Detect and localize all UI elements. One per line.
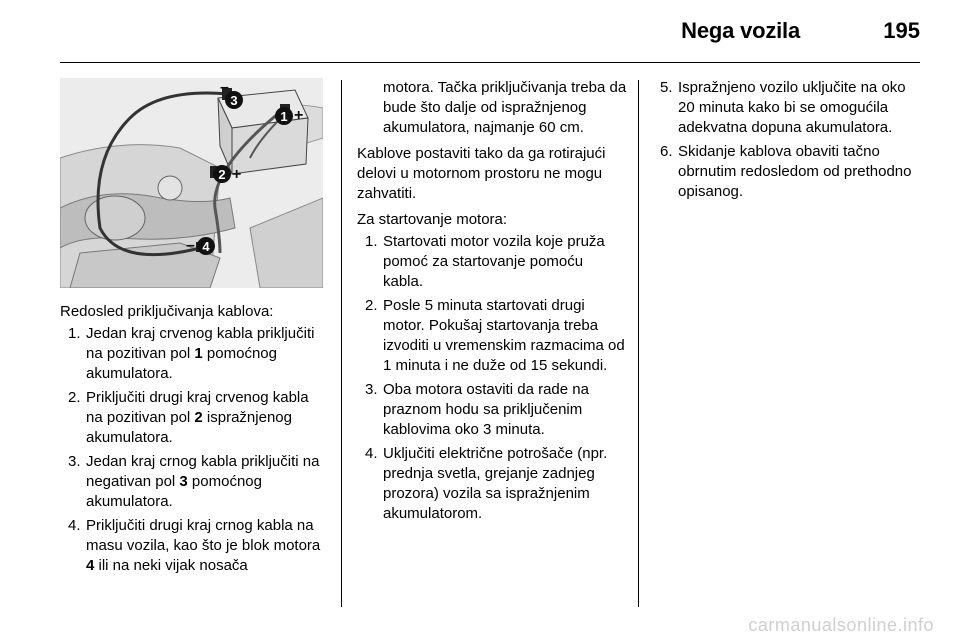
list-item	[60, 452, 328, 512]
column-3	[652, 78, 914, 206]
item-ref-number: 1	[194, 345, 203, 362]
svg-text:4: 4	[202, 239, 210, 254]
header-divider	[60, 62, 920, 63]
watermark: carmanualsonline.info	[748, 615, 934, 635]
svg-text:2: 2	[218, 167, 226, 182]
item-number: 1.	[365, 233, 378, 250]
page-header-title: Nega vozila	[681, 18, 800, 43]
marker-2	[213, 165, 231, 183]
item-number: 4.	[68, 517, 81, 534]
item-ref-number: 4	[86, 557, 95, 574]
item-number: 2.	[365, 297, 378, 314]
marker-1-plus: +	[294, 107, 304, 124]
item-text: pomoćnog akumulatora.	[86, 345, 277, 382]
list-item	[357, 232, 627, 292]
engine-start-title: Za startovanje motora:	[357, 211, 508, 228]
item-number: 5.	[660, 79, 673, 96]
item-ref-number: 2	[194, 409, 203, 426]
item-text: ili na neki vijak nosača	[94, 557, 248, 574]
item-text: Jedan kraj crvenog kabla priključiti na pozitivan pol	[86, 325, 315, 362]
item-text: Startovati motor vozila koje pruža pomoć za startovanje pomoću kabla.	[383, 233, 605, 290]
jump-start-illustration	[60, 78, 323, 288]
list-item	[357, 380, 627, 440]
item-text: ispražnjenog akumulatora.	[86, 409, 292, 446]
item-number: 6.	[660, 143, 673, 160]
marker-4	[197, 237, 215, 255]
item-number: 1.	[68, 325, 81, 342]
item-text: Jedan kraj crnog kabla priključiti na negativan pol	[86, 453, 320, 490]
list-item	[357, 296, 627, 376]
connection-steps-list	[60, 324, 328, 576]
svg-text:1: 1	[280, 109, 288, 124]
marker-1	[275, 107, 293, 125]
engine-start-steps-list	[357, 232, 627, 524]
marker-3-minus: –	[220, 79, 229, 96]
item-number: 3.	[365, 381, 378, 398]
continued-steps-list	[652, 78, 914, 202]
list-item	[357, 444, 627, 524]
list-item	[60, 388, 328, 448]
svg-text:3: 3	[230, 93, 238, 108]
continuation-text: motora. Tačka priključivanja treba da bude što dalje od ispražnjenog akumulatora, najmanje 60 cm.	[383, 79, 627, 136]
cable-placement-note: Kablove postaviti tako da ga rotirajući delovi u motornom prostoru ne mogu zahvatiti.	[357, 145, 606, 202]
item-text: pomoćnog akumulatora.	[86, 473, 262, 510]
list-item	[60, 516, 328, 576]
page-number: 195	[883, 18, 920, 43]
item-ref-number: 3	[179, 473, 188, 490]
marker-4-minus: –	[186, 237, 195, 254]
item-text: Oba motora ostaviti da rade na praznom hodu sa priključenim kablovima oko 3 minuta.	[383, 381, 589, 438]
item-number: 3.	[68, 453, 81, 470]
item-text: Ispražnjeno vozilo uključite na oko 20 minuta kako bi se omogućila adekvatna dopuna akumulatora.	[678, 79, 906, 136]
marker-2-plus: +	[232, 166, 242, 183]
item-number: 4.	[365, 445, 378, 462]
item-text: Posle 5 minuta startovati drugi motor. Pokušaj startovanja treba izvoditi u vremenskim razmacima od 1 minuta i ne duže od 15 sekundi.	[383, 297, 625, 374]
list-item	[60, 324, 328, 384]
column-divider	[341, 80, 342, 607]
column-2	[357, 78, 627, 528]
item-text: Priključiti drugi kraj crnog kabla na masu vozila, kao što je blok motora	[86, 517, 321, 554]
item-number: 2.	[68, 389, 81, 406]
column-divider	[638, 80, 639, 607]
engine-bay-drawing	[60, 78, 323, 288]
list-item	[652, 142, 914, 202]
item-text: Priključiti drugi kraj crvenog kabla na pozitivan pol	[86, 389, 309, 426]
item-text: Skidanje kablova obaviti tačno obrnutim redosledom od prethodno opisanog.	[678, 143, 912, 200]
connection-order-intro: Redosled priključivanja kablova:	[60, 303, 274, 320]
list-item	[652, 78, 914, 138]
item-text: Uključiti električne potrošače (npr. prednja svetla, grejanje zadnjeg prozora) vozila sa ispražnjenim akumulatorom.	[383, 445, 608, 522]
column-1	[60, 302, 328, 580]
